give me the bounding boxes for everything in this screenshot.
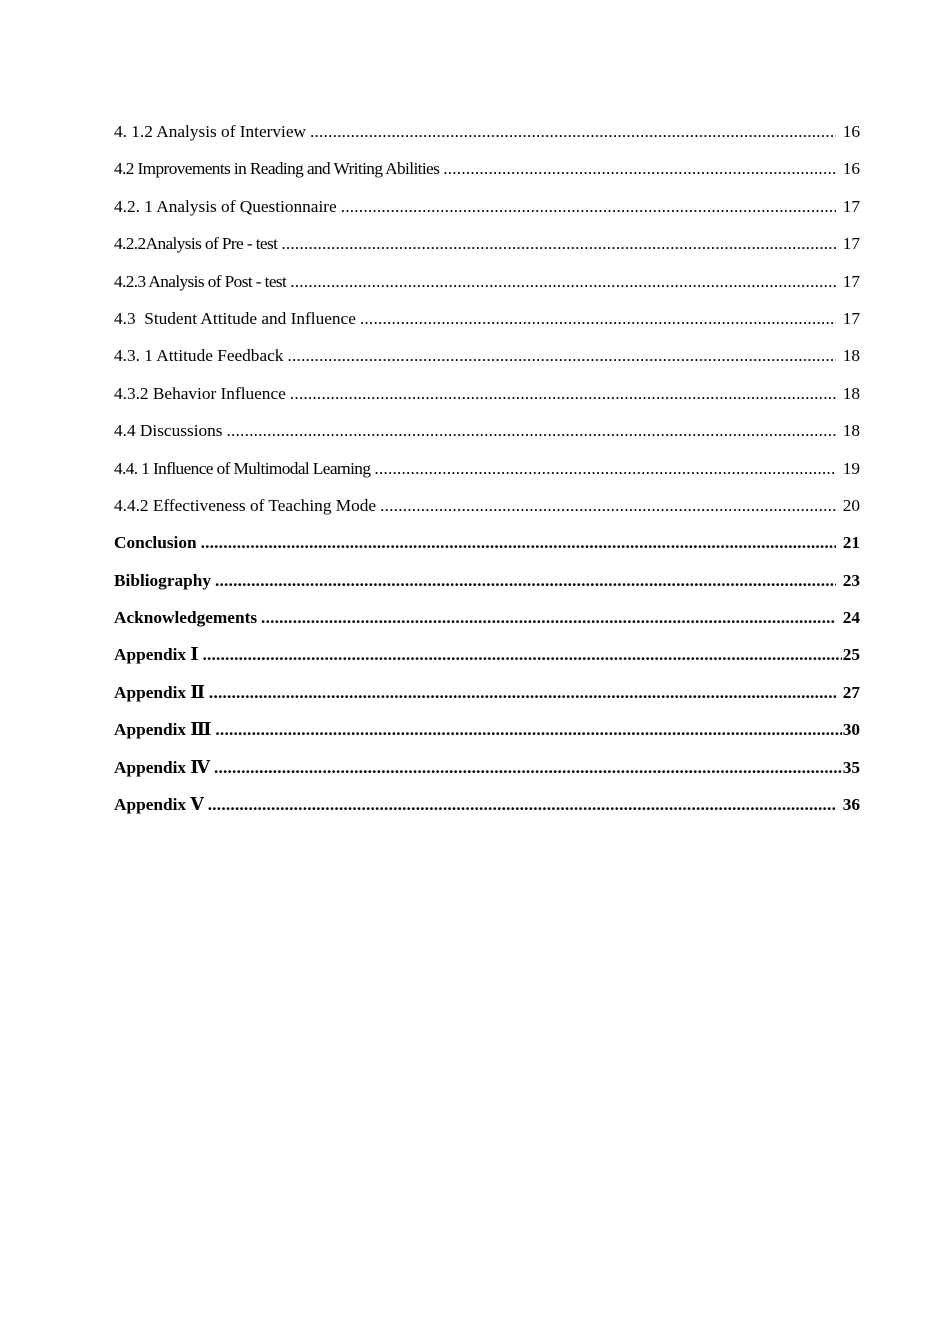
toc-entry-acknowledgements[interactable] <box>114 604 860 641</box>
toc-entry[interactable] <box>114 342 860 379</box>
toc-entry-page: 27 <box>842 682 860 702</box>
toc-entry-appendix-4[interactable] <box>114 754 860 791</box>
toc-entry-title: Appendix Ⅳ <box>114 757 210 777</box>
toc-entry-title: 4.3. 1 Attitude Feedback <box>114 346 284 366</box>
toc-entry[interactable] <box>114 492 860 529</box>
toc-entry-page: 17 <box>842 308 860 328</box>
toc-entry[interactable] <box>114 380 860 417</box>
toc-dot-leader <box>202 641 842 669</box>
toc-entry-title: Bibliography <box>114 570 211 590</box>
toc-entry-page: 18 <box>842 383 860 403</box>
toc-entry[interactable] <box>114 268 860 305</box>
toc-dot-leader <box>310 118 836 146</box>
toc-dot-leader <box>360 305 836 333</box>
toc-dot-leader <box>227 417 837 445</box>
toc-dot-leader <box>281 230 836 258</box>
toc-entry-title: Appendix Ⅲ <box>114 720 212 740</box>
toc-entry-page: 24 <box>842 608 860 628</box>
toc-entry-page: 35 <box>842 757 860 777</box>
toc-dot-leader <box>215 716 842 744</box>
toc-entry-appendix-2[interactable] <box>114 679 860 716</box>
toc-entry-title: Conclusion <box>114 533 197 553</box>
toc-entry[interactable] <box>114 193 860 230</box>
toc-entry-title: 4.2.2Analysis of Pre - test <box>114 234 278 254</box>
toc-dot-leader <box>341 193 836 221</box>
toc-entry[interactable] <box>114 455 860 492</box>
toc-entry-page: 19 <box>842 458 860 478</box>
toc-dot-leader <box>201 529 836 557</box>
toc-entry-page: 16 <box>842 122 860 141</box>
toc-dot-leader <box>215 567 836 595</box>
toc-entry-title: 4.2 Improvements in Reading and Writing Abilities <box>114 159 440 179</box>
toc-entry-page: 17 <box>842 271 860 291</box>
toc-entry[interactable] <box>114 118 860 155</box>
toc-entry-page: 30 <box>842 720 860 740</box>
toc-entry[interactable] <box>114 417 860 454</box>
table-of-contents <box>114 118 860 828</box>
toc-entry-title: Appendix Ⅱ <box>114 682 205 702</box>
toc-entry-title: 4.2. 1 Analysis of Questionnaire <box>114 196 337 216</box>
toc-entry-page: 17 <box>842 234 860 254</box>
toc-entry-title: Appendix Ⅴ <box>114 795 204 815</box>
toc-entry-appendix-5[interactable] <box>114 791 860 828</box>
toc-dot-leader <box>374 455 836 483</box>
toc-entry-page: 18 <box>842 346 860 366</box>
toc-entry-title: Appendix Ⅰ <box>114 645 199 665</box>
toc-entry-conclusion[interactable] <box>114 529 860 566</box>
toc-entry-title: 4.3.2 Behavior Influence <box>114 383 286 403</box>
toc-entry-appendix-3[interactable] <box>114 716 860 753</box>
toc-dot-leader <box>290 268 836 296</box>
toc-dot-leader <box>214 754 842 782</box>
toc-entry-bibliography[interactable] <box>114 567 860 604</box>
toc-entry-title: 4.3 Student Attitude and Influence <box>114 308 356 328</box>
toc-entry-page: 25 <box>842 645 860 665</box>
toc-entry-page: 36 <box>842 795 860 815</box>
toc-entry-page: 21 <box>842 533 860 553</box>
toc-entry-page: 23 <box>842 570 860 590</box>
toc-dot-leader <box>443 155 836 183</box>
toc-entry-page: 20 <box>842 495 860 515</box>
toc-entry-title: 4.2.3 Analysis of Post - test <box>114 271 287 291</box>
toc-entry[interactable] <box>114 155 860 192</box>
toc-entry-page: 17 <box>842 196 860 216</box>
toc-dot-leader <box>287 342 836 370</box>
toc-dot-leader <box>209 679 836 707</box>
toc-entry-page: 18 <box>842 421 860 441</box>
toc-entry[interactable] <box>114 230 860 267</box>
toc-entry-title: 4.4.2 Effectiveness of Teaching Mode <box>114 495 377 515</box>
toc-dot-leader <box>261 604 836 632</box>
toc-entry-page: 16 <box>842 159 860 179</box>
toc-entry-title: 4. 1.2 Analysis of Interview <box>114 122 306 141</box>
toc-entry-appendix-1[interactable] <box>114 641 860 678</box>
toc-entry[interactable] <box>114 305 860 342</box>
toc-dot-leader <box>290 380 836 408</box>
toc-entry-title: 4.4. 1 Influence of Multimodal Learning <box>114 458 371 478</box>
toc-dot-leader <box>380 492 836 520</box>
toc-entry-title: Acknowledgements <box>114 608 258 628</box>
toc-entry-title: 4.4 Discussions <box>114 421 223 441</box>
toc-dot-leader <box>208 791 836 819</box>
